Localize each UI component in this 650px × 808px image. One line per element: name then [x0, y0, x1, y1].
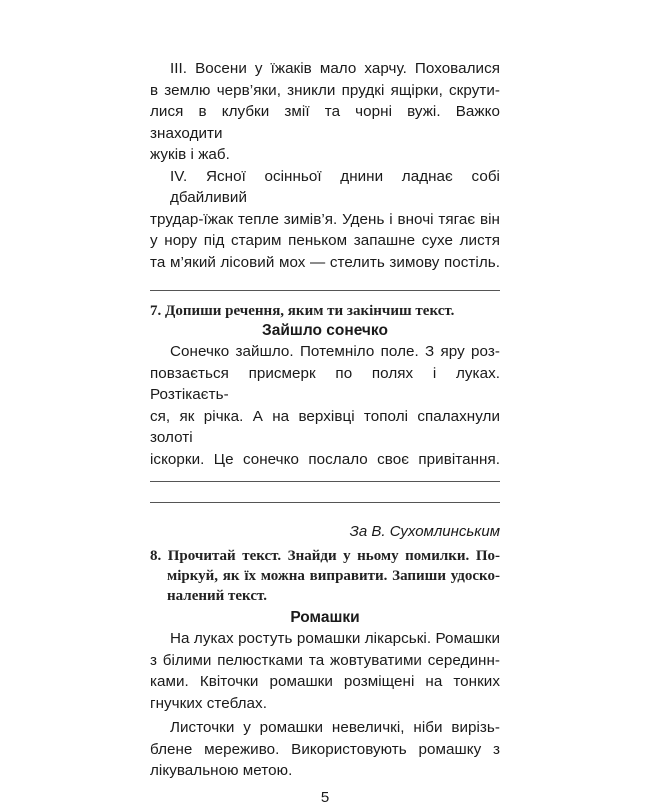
- text-line: блене мереживо. Використовують ромашку з: [150, 740, 500, 758]
- paragraph-section-4: [150, 166, 500, 274]
- text-line: з білими пелюстками та жовтуватими серединн-: [150, 651, 500, 669]
- task-8-title: Ромашки: [290, 609, 360, 626]
- task-7-instruction: [150, 301, 500, 321]
- text-line: III. Восени у їжаків мало харчу. Поховалися: [170, 60, 500, 77]
- task-7-instruction-text: 7. Допиши речення, яким ти закінчиш текст.: [150, 303, 455, 319]
- text-line: На луках ростуть ромашки лікарські. Ромашки: [170, 630, 500, 647]
- text-line: лися в клубки змії та чорні вужі. Важко знаходити: [150, 103, 500, 142]
- instruction-line: 8. Прочитай текст. Знайди у ньому помилки. По-: [150, 548, 500, 564]
- task-8-instruction: [150, 546, 500, 606]
- text-line: лікувальною метою.: [150, 762, 293, 779]
- text-line: ками. Квіточки ромашки розміщені на тонких: [150, 673, 500, 690]
- text-line: IV. Ясної осінньої днини ладнає собі дбайливий: [170, 167, 500, 206]
- author-attribution: За В. Сухомлинським: [349, 523, 500, 540]
- text-line: жуків і жаб.: [150, 146, 230, 163]
- text-line: повзається присмерк по полях і луках. Розтікаєть-: [150, 364, 500, 403]
- task-7-title: Зайшло сонечко: [262, 322, 388, 339]
- text-line: Листочки у ромашки невеличкі, ніби вирізь-: [170, 719, 500, 736]
- task-8-paragraph-2: [150, 717, 500, 782]
- text-line: гнучких стеблах.: [150, 694, 267, 712]
- answer-line[interactable]: [150, 481, 500, 482]
- text-line: Сонечко зайшло. Потемніло поле. З яру роз-: [170, 343, 500, 360]
- text-line: іскорки. Це сонечко послало своє привітання.: [150, 450, 500, 468]
- instruction-line: міркуй, як їх можна виправити. Запиши удоско-: [167, 568, 500, 584]
- task-7-paragraph: [150, 341, 500, 470]
- text-line: та м’який лісовий мох — стелить зимову постіль.: [150, 253, 500, 271]
- instruction-line: налений текст.: [167, 588, 267, 604]
- answer-line[interactable]: [150, 290, 500, 291]
- task-8-paragraph-1: [150, 628, 500, 714]
- text-line: ся, як річка. А на верхівці тополі спалахнули золоті: [150, 407, 500, 446]
- textbook-page: [150, 58, 500, 808]
- answer-line[interactable]: [150, 502, 500, 503]
- text-line: трудар-їжак тепле зимів’я. Удень і вночі тягає він: [150, 210, 500, 228]
- page-number: 5: [320, 788, 330, 806]
- paragraph-section-3: [150, 58, 500, 166]
- text-line: у нору під старим пеньком запашне сухе листя: [150, 232, 500, 249]
- text-line: в землю черв’яки, зникли прудкі ящірки, скрути-: [150, 81, 500, 99]
